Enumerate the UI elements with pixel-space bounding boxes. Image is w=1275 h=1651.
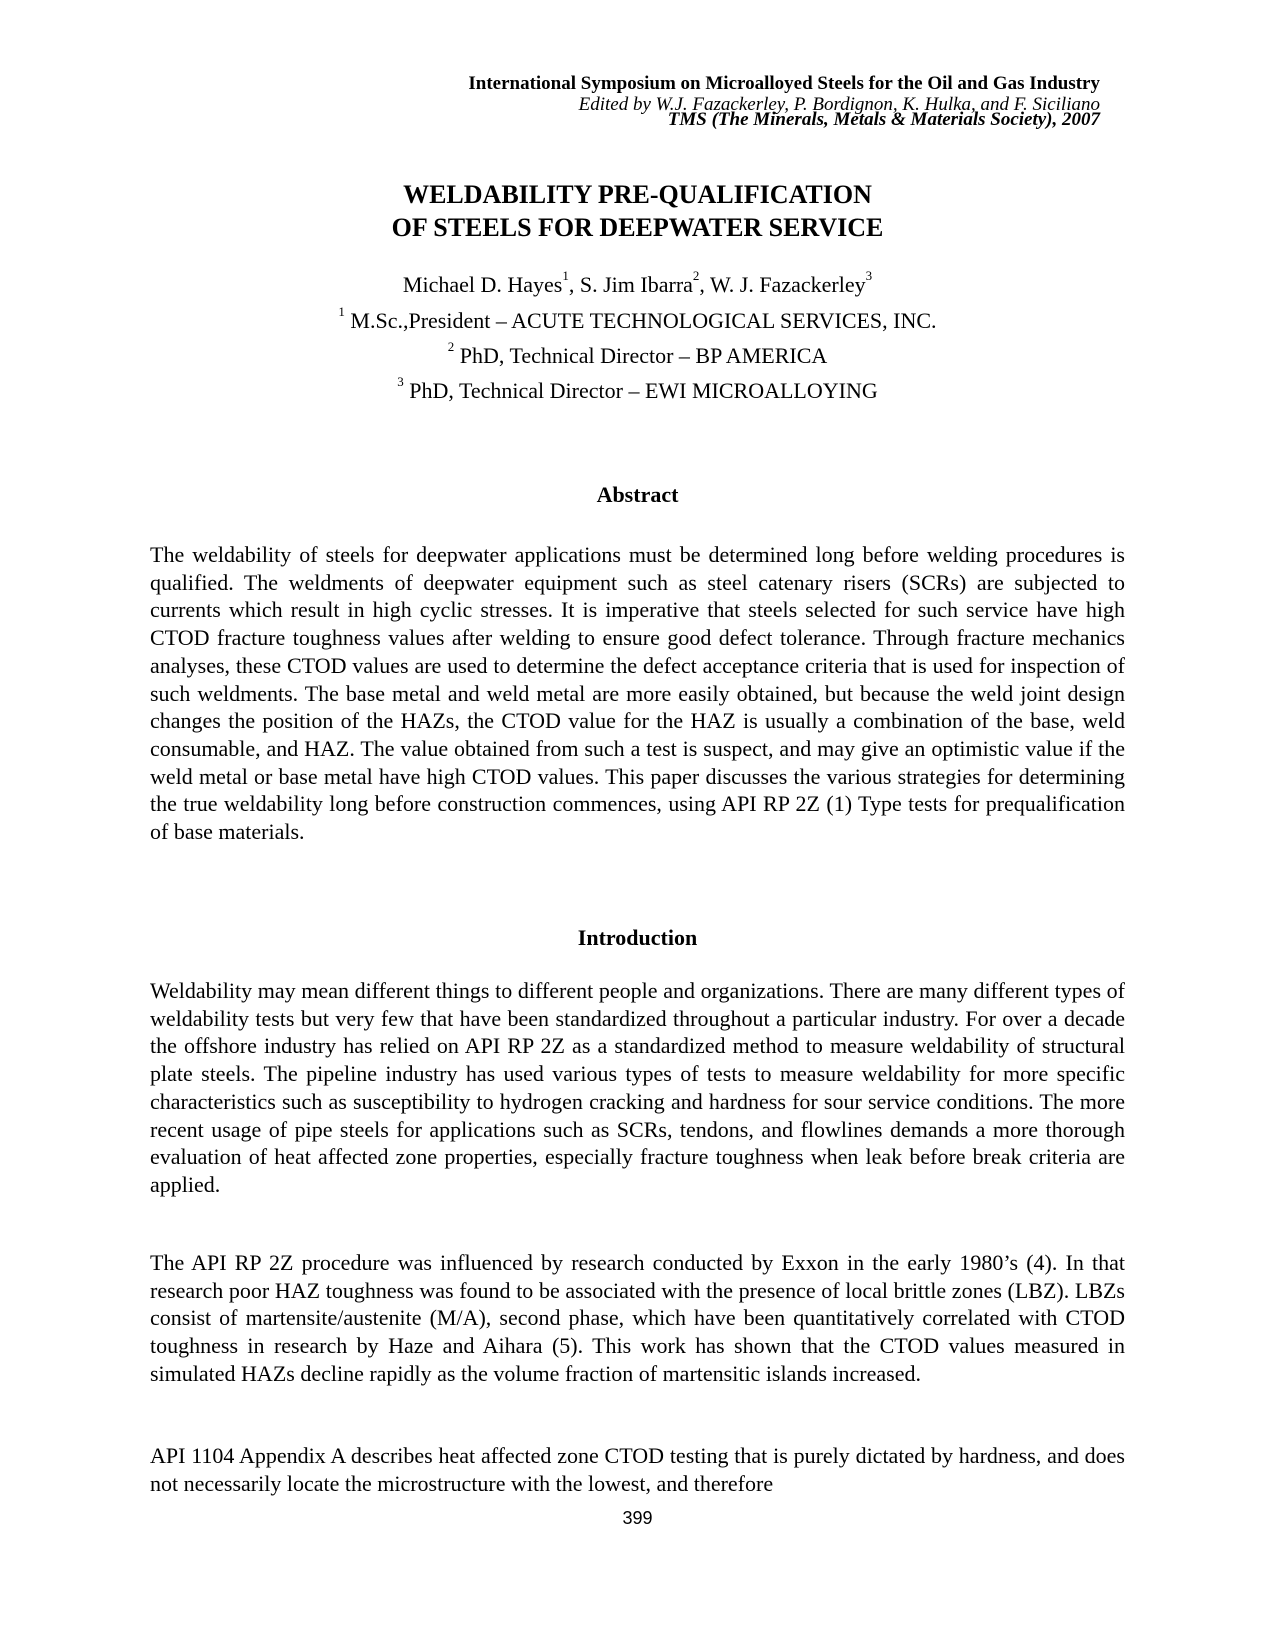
publisher-line: TMS (The Minerals, Metals & Materials Society), 2007 xyxy=(667,109,1100,130)
affiliation-mark: 1 xyxy=(338,304,345,319)
affiliation-mark: 2 xyxy=(447,339,455,354)
affiliation-1 xyxy=(0,306,1275,336)
affiliation-text: M.Sc.,President – ACUTE TECHNOLOGICAL SERVICES, INC. xyxy=(350,308,937,333)
affiliation-text: PhD, Technical Director – BP AMERICA xyxy=(459,343,828,368)
author-mark: 2 xyxy=(692,268,700,283)
author-name: , S. Jim Ibarra xyxy=(568,272,693,297)
paper-title xyxy=(0,178,1275,244)
introduction-heading: Introduction xyxy=(577,925,698,950)
affiliation-2 xyxy=(0,341,1275,371)
title-line-2: OF STEELS FOR DEEPWATER SERVICE xyxy=(391,213,884,242)
author-list xyxy=(0,270,1275,300)
author-name: Michael D. Hayes xyxy=(402,272,563,297)
author-name: , W. J. Fazackerley xyxy=(699,272,866,297)
intro-paragraph-1: Weldability may mean different things to different people and organizations. There are many different types of weldability tests but very few that have been standardized throughout a particular industry. For over a decade the offshore industry has relied on API RP 2Z as a standardized method to measure weldability of structural plate steels. The pipeline industry has used various types of tests to measure weldability for more specific characteristics such as susceptibility to hydrogen cracking and hardness for sour service conditions. The more recent usage of pipe steels for applications such as SCRs, tendons, and flowlines demands a more thorough evaluation of heat affected zone properties, especially fracture toughness when leak before break criteria are applied. xyxy=(150,978,1125,1197)
affiliation-mark: 3 xyxy=(397,374,404,389)
intro-paragraph-2: The API RP 2Z procedure was influenced by research conducted by Exxon in the early 1980’s (4). In that research poor HAZ toughness was found to be associated with the presence of local brittle zones (LBZ). LBZs consist of martensite/austenite (M/A), second phase, which have been quantitatively correlated with CTOD toughness in research by Haze and Aihara (5). This work has shown that the CTOD values measured in simulated HAZs decline rapidly as the volume fraction of martensitic islands increased. xyxy=(150,1250,1125,1386)
intro-paragraph-3: API 1104 Appendix A describes heat affected zone CTOD testing that is purely dictated by hardness, and does not necessarily locate the microstructure with the lowest, and therefore xyxy=(150,1443,1125,1496)
affiliation-text: PhD, Technical Director – EWI MICROALLOYING xyxy=(409,378,878,403)
abstract-heading: Abstract xyxy=(596,482,679,507)
author-mark: 1 xyxy=(562,268,569,283)
author-mark: 3 xyxy=(865,268,873,283)
editors-line: Edited by W.J. Fazackerley, P. Bordignon, K. Hulka, and F. Siciliano xyxy=(578,94,1100,115)
affiliation-3 xyxy=(0,376,1275,406)
page-number: 399 xyxy=(622,1508,653,1528)
title-line-1: WELDABILITY PRE-QUALIFICATION xyxy=(403,180,872,209)
symposium-title: International Symposium on Microalloyed Steels for the Oil and Gas Industry xyxy=(468,73,1100,94)
abstract-text: The weldability of steels for deepwater applications must be determined long before welding procedures is qualified. The weldments of deepwater equipment such as steel catenary risers (SCRs) are subjected to currents which result in high cyclic stresses. It is imperative that steels selected for such service have high CTOD fracture toughness values after welding to ensure good defect tolerance. Through fracture mechanics analyses, these CTOD values are used to determine the defect acceptance criteria that is used for inspection of such weldments. The base metal and weld metal are more easily obtained, but because the weld joint design changes the position of the HAZs, the CTOD value for the HAZ is usually a combination of the base, weld consumable, and HAZ. The value obtained from such a test is suspect, and may give an optimistic value if the weld metal or base metal have high CTOD values. This paper discusses the various strategies for determining the true weldability long before construction commences, using API RP 2Z (1) Type tests for prequalification of base materials. xyxy=(150,542,1125,845)
